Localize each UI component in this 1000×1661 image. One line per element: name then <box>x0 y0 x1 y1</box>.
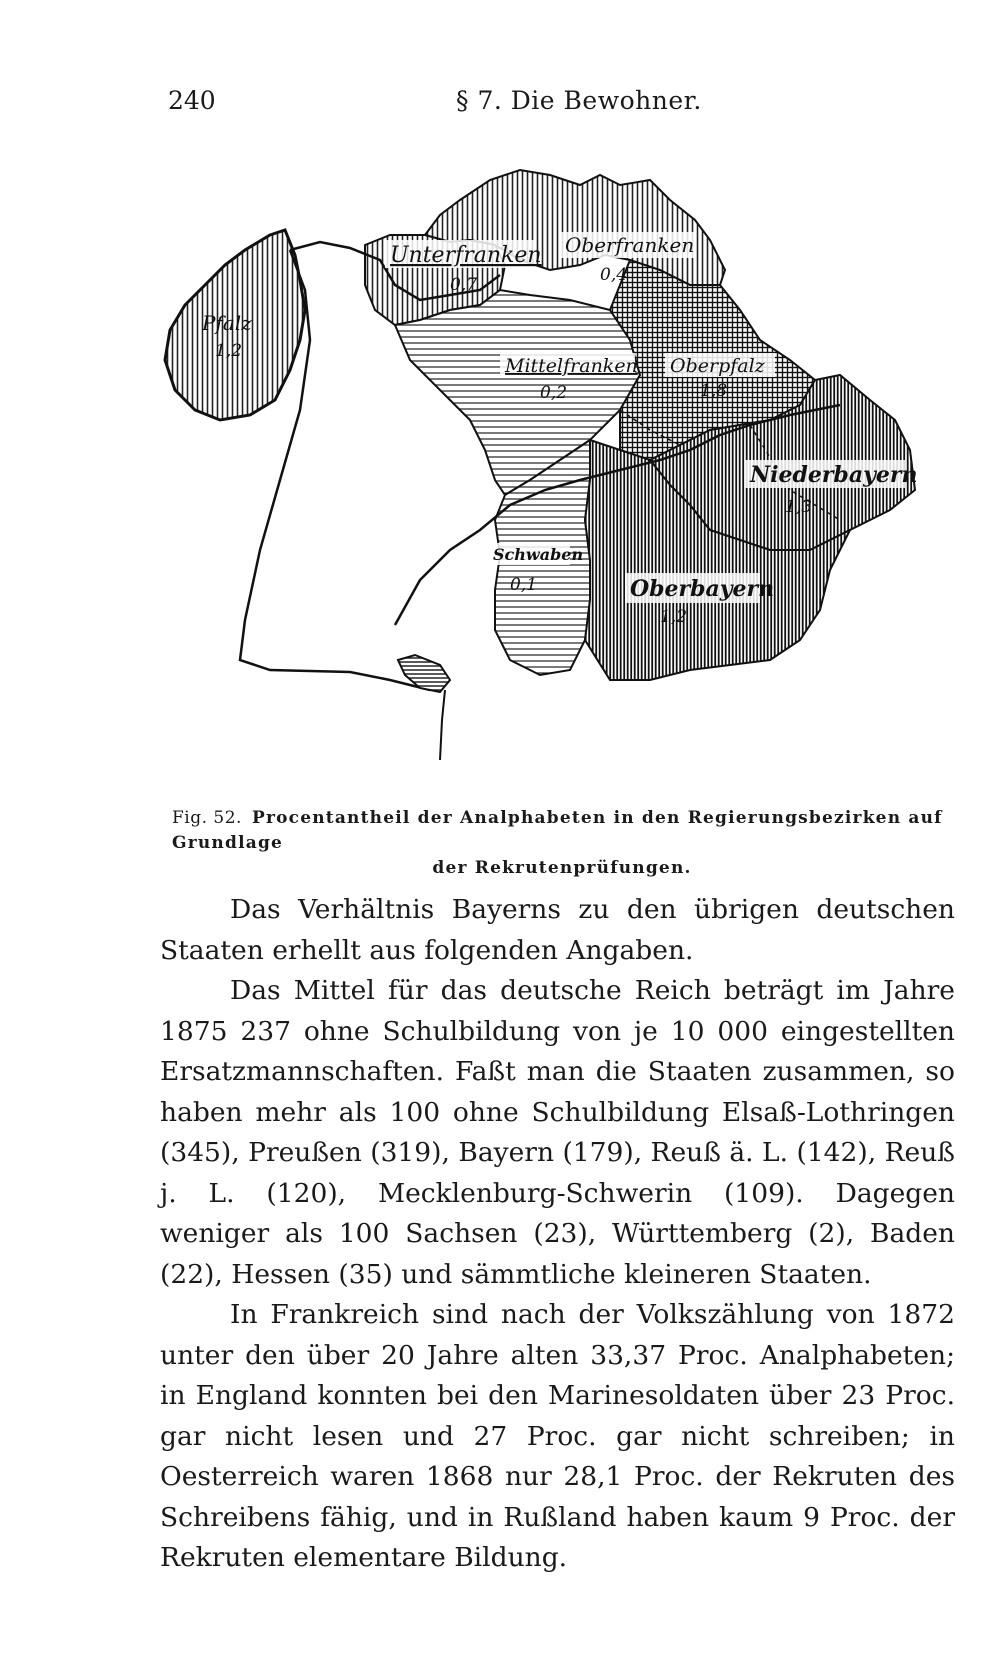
caption-line-1: Procentantheil der Analphabeten in den Regierungsbezirken auf Grundlage <box>172 808 943 853</box>
region-name-oberpfalz: Oberpfalz <box>670 355 765 377</box>
page-number: 240 <box>168 86 216 115</box>
paragraph-3: In Frankreich sind nach der Volkszählung von 1872 unter den über 20 Jahre alten 33,37 Proc. Analphabeten; in England konnten bei den Marinesoldaten über 23 Proc. gar nicht lesen und 27 Proc. gar nicht schreiben; in Oesterreich waren 1868 nur 28,1 Proc. der Rekruten des Schreibens fähig, und in Rußland haben kaum 9 Proc. der Rekruten elementare Bildung. <box>160 1299 955 1573</box>
figure-number: Fig. 52. <box>172 808 242 828</box>
region-name-pfalz: Pfalz <box>202 311 252 335</box>
paragraph-1: Das Verhältnis Bayerns zu den übrigen deutschen Staaten erhellt aus folgenden Angaben. <box>160 894 955 966</box>
map-figure <box>150 160 990 780</box>
caption-line-2: der Rekrutenprüfungen. <box>432 858 692 878</box>
region-name-mittelfranken: Mittelfranken <box>505 355 638 377</box>
figure-caption <box>172 806 952 881</box>
page-header <box>168 86 868 126</box>
region-value-unterfranken: 0,7 <box>450 275 478 295</box>
region-value-oberpfalz: 1,8 <box>700 381 728 401</box>
region-value-mittelfranken: 0,2 <box>540 383 568 403</box>
lake-constance <box>398 655 450 692</box>
paragraph-2: Das Mittel für das deutsche Reich beträgt im Jahre 1875 237 ohne Schulbildung von je 10 000 eingestellten Ersatzmannschaften. Faßt man die Staaten zusammen, so haben mehr als 100 ohne Schulbildung Elsaß-Lothringen (345), Preußen (319), Bayern (179), Reuß ä. L. (142), Reuß j. L. (120), Mecklenburg-Schwerin (109). Dagegen weniger als 100 Sachsen (23), Württemberg (2), Baden (22), Hessen (35) und sämmtliche kleineren Staaten. <box>160 975 955 1290</box>
body-text <box>160 890 955 1579</box>
region-name-schwaben: Schwaben <box>493 545 584 564</box>
region-value-pfalz: 1,2 <box>215 341 243 361</box>
rhine-outlet-line <box>440 690 445 760</box>
region-name-oberbayern: Oberbayern <box>630 576 775 602</box>
bavaria-illiteracy-map <box>150 160 990 780</box>
region-name-niederbayern: Niederbayern <box>750 462 918 488</box>
running-head: § 7. Die Bewohner. <box>456 86 702 115</box>
region-value-niederbayern: 1,3 <box>785 497 813 517</box>
region-name-oberfranken: Oberfranken <box>565 233 695 257</box>
region-value-oberfranken: 0,4 <box>600 265 628 285</box>
region-value-schwaben: 0,1 <box>510 575 538 595</box>
region-value-oberbayern: 1,2 <box>660 607 688 627</box>
region-name-unterfranken: Unterfranken <box>390 243 542 268</box>
